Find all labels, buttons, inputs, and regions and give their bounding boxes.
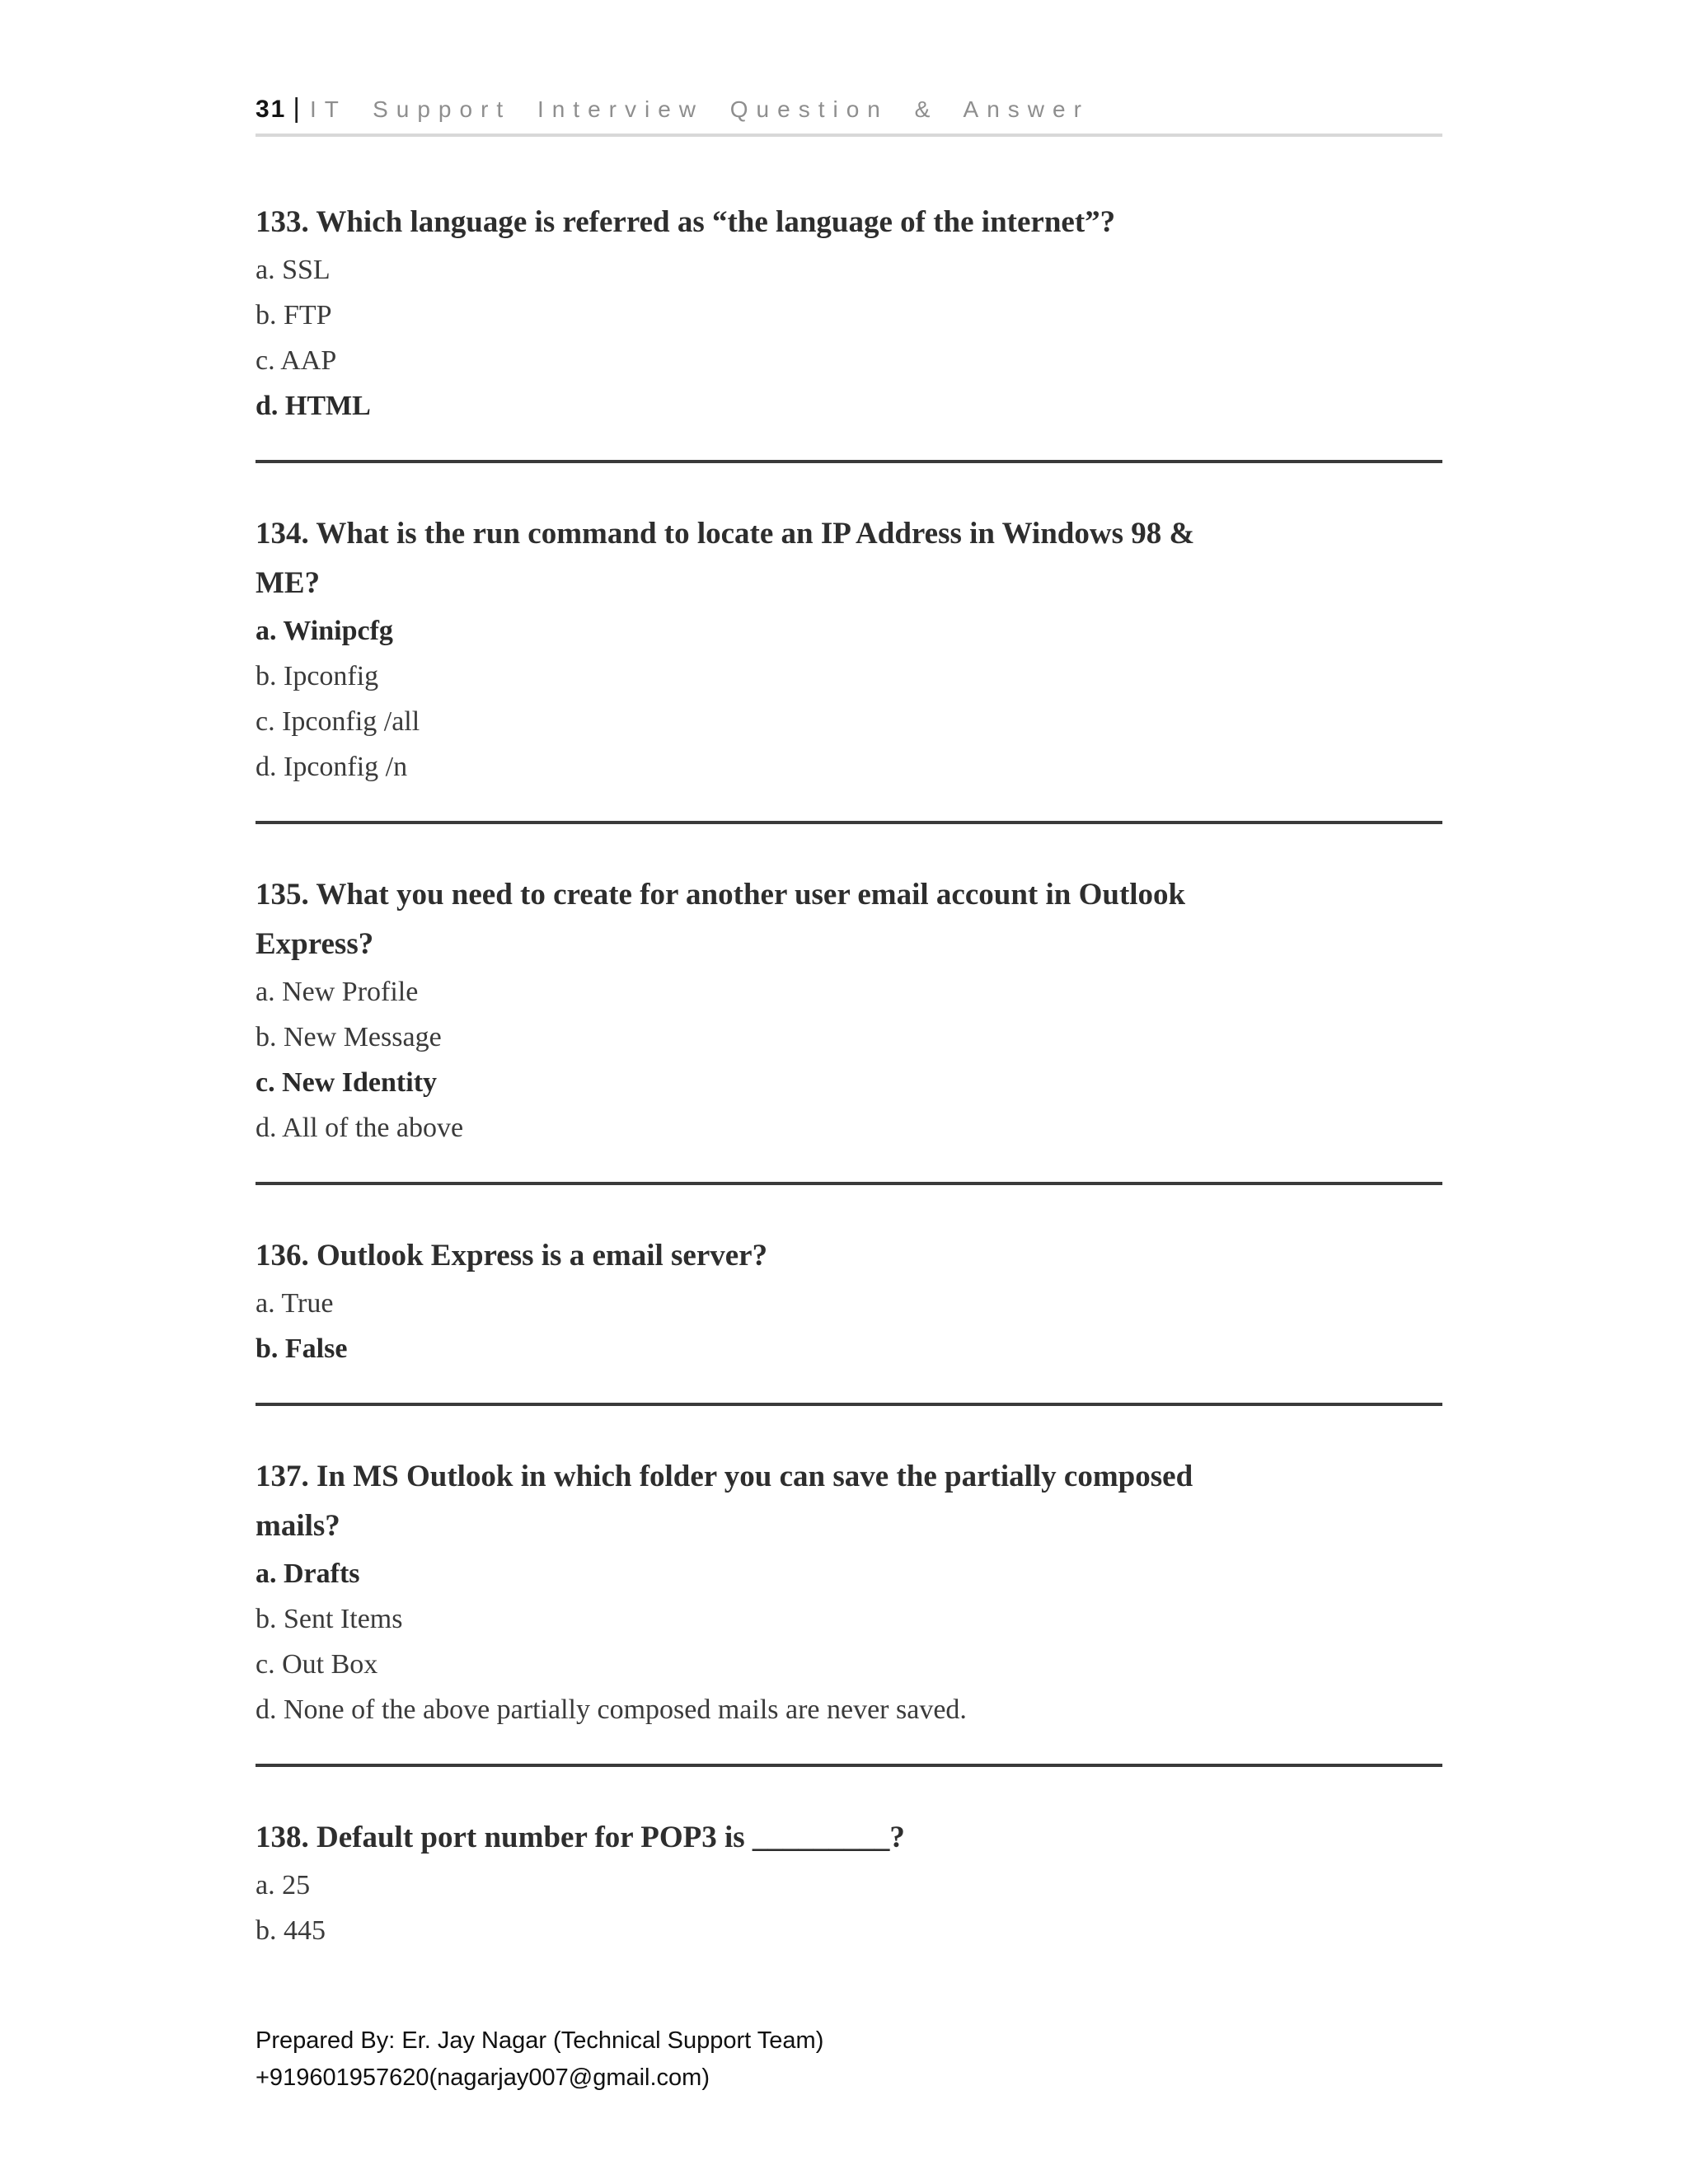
question-134: [256, 509, 1442, 790]
answer-option-d: d. All of the above: [256, 1113, 464, 1143]
answer-option-a: a. SSL: [256, 255, 331, 285]
question-title: [256, 509, 1442, 608]
answer-options: [256, 1863, 1442, 1953]
question-title: [256, 1452, 1442, 1551]
question-title-line: 133. Which language is referred as “the language of the internet”?: [256, 205, 1116, 239]
answer-option-d: d. Ipconfig /n: [256, 752, 408, 782]
answer-option-b: b. New Message: [256, 1022, 442, 1052]
question-title: [256, 1231, 1442, 1281]
question-137: [256, 1452, 1442, 1732]
question-title-line: mails?: [256, 1509, 340, 1543]
page-footer: [256, 2022, 1442, 2097]
question-136: [256, 1231, 1442, 1371]
question-title-line: 135. What you need to create for another user email account in Outlook: [256, 878, 1186, 912]
footer-prepared-by: Prepared By: Er. Jay Nagar (Technical Support Team): [256, 2027, 824, 2054]
question-title-line: Express?: [256, 927, 374, 961]
answer-option-a: a. Drafts: [256, 1558, 360, 1589]
answer-option-d: d. HTML: [256, 391, 371, 421]
question-135: [256, 870, 1442, 1151]
question-divider: [256, 1182, 1442, 1185]
question-title-line: 134. What is the run command to locate an IP Address in Windows 98 &: [256, 517, 1195, 551]
page-header: [256, 92, 1442, 137]
answer-option-c: c. New Identity: [256, 1067, 438, 1098]
answer-option-a: a. True: [256, 1288, 334, 1319]
answer-option-a: a. 25: [256, 1870, 311, 1900]
question-title: [256, 1813, 1442, 1863]
header-title: IT Support Interview Question & Answer: [309, 96, 1090, 122]
answer-options: [256, 969, 1442, 1151]
question-divider: [256, 1403, 1442, 1406]
footer-contact: +919601957620(nagarjay007@gmail.com): [256, 2064, 710, 2091]
question-title-line: 137. In MS Outlook in which folder you can save the partially composed: [256, 1460, 1193, 1493]
answer-option-a: a. New Profile: [256, 977, 419, 1007]
question-133: [256, 198, 1442, 429]
header-pipe-divider: |: [293, 92, 300, 123]
answer-options: [256, 1551, 1442, 1732]
question-title: [256, 198, 1442, 247]
answer-option-a: a. Winipcfg: [256, 616, 393, 646]
answer-option-b: b. 445: [256, 1915, 326, 1946]
answer-option-b: b. Ipconfig: [256, 661, 379, 691]
answer-option-b: b. False: [256, 1333, 348, 1364]
answer-options: [256, 247, 1442, 429]
question-divider: [256, 460, 1442, 463]
question-title-line: 138. Default port number for POP3 is _________?: [256, 1821, 905, 1854]
question-title-line: ME?: [256, 566, 321, 600]
question-title: [256, 870, 1442, 969]
question-title-line: 136. Outlook Express is a email server?: [256, 1239, 768, 1272]
answer-option-b: b. Sent Items: [256, 1604, 403, 1634]
answer-option-c: c. Out Box: [256, 1649, 378, 1680]
answer-options: [256, 1281, 1442, 1371]
answer-option-c: c. Ipconfig /all: [256, 706, 420, 737]
answer-option-b: b. FTP: [256, 300, 332, 330]
answer-options: [256, 608, 1442, 790]
question-divider: [256, 821, 1442, 824]
question-divider: [256, 1764, 1442, 1767]
answer-option-c: c. AAP: [256, 345, 337, 376]
answer-option-d: d. None of the above partially composed mails are never saved.: [256, 1694, 967, 1725]
question-138: [256, 1813, 1442, 1953]
page-number: 31: [256, 96, 287, 123]
